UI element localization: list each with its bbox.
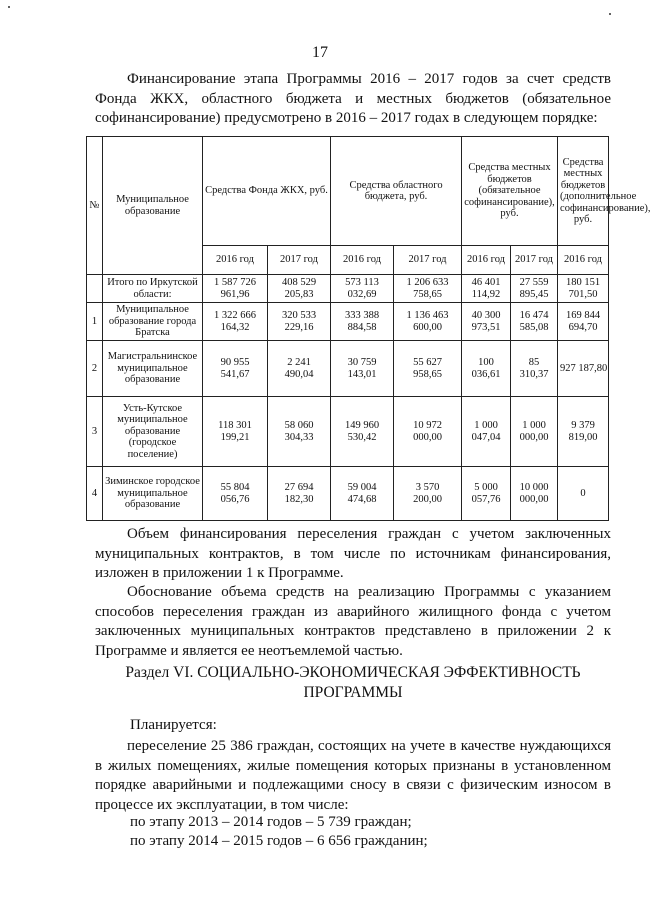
amount-part: 408 529 — [281, 277, 317, 288]
justification-paragraph: Обоснование объема средств на реализацию Программы с указанием способов переселения граждан из аварийного жилищного фонда с учетом заключенных муниципальных контрактов представлено в приложении 2 к Программе и является ее неотъемлемой частью. — [95, 584, 611, 659]
amount-part: 884,58 — [347, 321, 377, 333]
municipality-name: Усть-Кутское муниципальное образование (городское поселение) — [103, 397, 203, 467]
header-num: № — [87, 137, 103, 275]
amount-part: 149 960 — [344, 420, 380, 431]
amount-cell — [331, 397, 394, 467]
year-cell: 2017 год — [394, 246, 462, 275]
table-row — [87, 341, 609, 397]
table-row — [87, 397, 609, 467]
amount-part: 701,50 — [568, 288, 598, 300]
amount-part: 474,68 — [347, 493, 377, 505]
financing-table — [86, 136, 651, 521]
amount-cell — [394, 303, 462, 341]
section-heading: Раздел VI. СОЦИАЛЬНО-ЭКОНОМИЧЕСКАЯ ЭФФЕКТИВНОСТЬ — [125, 664, 581, 681]
amount-part: 85 — [528, 357, 540, 368]
amount-part: 056,76 — [220, 493, 250, 505]
amount-part: 10 972 — [413, 420, 442, 431]
header-local-additional: Средства местных бюджетов (дополнительное софинансирование), руб. — [558, 137, 609, 246]
year-cell: 2016 год — [203, 246, 268, 275]
amount-cell — [462, 467, 511, 521]
header-municipality: Муниципальное образование — [103, 137, 203, 275]
amount-part: 182,30 — [284, 493, 314, 505]
amount-part: 46 401 — [471, 277, 501, 288]
amount-part: 90 955 — [220, 357, 250, 368]
table-row — [87, 303, 609, 341]
amount-cell — [394, 397, 462, 467]
amount-part: 100 — [478, 357, 494, 368]
amount-cell — [511, 397, 558, 467]
amount-part: 927 187,80 — [560, 362, 608, 374]
amount-part: 55 627 — [413, 357, 442, 368]
amount-part: 758,65 — [413, 288, 442, 300]
amount-part: 490,04 — [284, 368, 314, 380]
amount-cell — [558, 397, 609, 467]
amount-part: 000,00 — [413, 431, 442, 443]
amount-cell — [462, 303, 511, 341]
amount-part: 30 759 — [347, 357, 377, 368]
amount-part: 961,96 — [220, 288, 250, 300]
header-fund: Средства Фонда ЖКХ, руб. — [203, 137, 331, 246]
amount-part: 819,00 — [568, 431, 598, 443]
amount-cell — [511, 303, 558, 341]
amount-part: 000,00 — [519, 493, 549, 505]
amount-part: 320 533 — [281, 310, 317, 321]
amount-part: 1 587 726 — [214, 277, 256, 288]
stage-item: по этапу 2013 – 2014 годов – 5 739 граждан; — [130, 814, 412, 830]
amount-cell — [462, 341, 511, 397]
year-cell: 2016 год — [331, 246, 394, 275]
amount-cell — [331, 303, 394, 341]
amount-part: 1 000 — [474, 420, 498, 431]
amount-part: 118 301 — [218, 420, 252, 431]
amount-cell — [558, 467, 609, 521]
amount-part: 036,61 — [471, 368, 501, 380]
amount-part: 600,00 — [413, 321, 442, 333]
amount-part: 164,32 — [220, 321, 250, 333]
amount-cell — [558, 275, 609, 303]
page-number: 17 — [312, 44, 328, 61]
amount-cell — [394, 467, 462, 521]
amount-part: 205,83 — [284, 288, 314, 300]
amount-cell — [394, 341, 462, 397]
amount-part: 057,76 — [471, 493, 501, 505]
amount-part: 3 570 — [415, 482, 440, 493]
amount-part: 10 000 — [519, 482, 549, 493]
amount-part: 973,51 — [471, 321, 501, 333]
row-number: 3 — [87, 397, 103, 467]
section-heading: ПРОГРАММЫ — [303, 684, 403, 701]
municipality-name: Муниципальное образование города Братска — [103, 303, 203, 341]
amount-part: 27 559 — [519, 277, 549, 288]
amount-cell — [331, 467, 394, 521]
amount-cell — [558, 341, 609, 397]
amount-cell — [462, 397, 511, 467]
amount-part: 9 379 — [571, 420, 595, 431]
row-number — [87, 275, 103, 303]
amount-cell — [511, 467, 558, 521]
year-cell: 2017 год — [511, 246, 558, 275]
amount-part: 573 113 — [345, 277, 379, 288]
amount-part: 199,21 — [220, 431, 250, 443]
amount-cell — [268, 467, 331, 521]
scan-speck — [8, 6, 10, 8]
header-local-mandatory: Средства местных бюджетов (обязательное софинансирование), руб. — [462, 137, 558, 246]
municipality-name: Магистральнинское муниципальное образование — [103, 341, 203, 397]
amount-part: 1 206 633 — [406, 277, 449, 288]
year-cell: 2016 год — [558, 246, 609, 275]
amount-part: 2 241 — [287, 357, 311, 368]
municipality-name: Итого по Иркутской области: — [103, 275, 203, 303]
amount-part: 694,70 — [568, 321, 598, 333]
resettlement-paragraph: переселение 25 386 граждан, состоящих на учете в качестве нуждающихся в жилых помещениях, жилые помещения которых признаны в установленном порядке аварийными и подлежащими сносу в связи с физическим износом в процессе их эксплуатации, в том числе: — [95, 738, 611, 813]
amount-part: 333 388 — [344, 310, 380, 321]
intro-paragraph: Финансирование этапа Программы 2016 – 2017 годов за счет средств Фонда ЖКХ, областного бюджета и местных бюджетов (обязательное софинансирование) предусмотрено в 2016 – 2017 годах в следующем порядке: — [95, 71, 611, 126]
header-regional: Средства областного бюджета, руб. — [331, 137, 462, 246]
row-number: 1 — [87, 303, 103, 341]
scan-speck — [609, 13, 611, 15]
volume-paragraph: Объем финансирования переселения граждан с учетом заключенных муниципальных контрактов, в том числе по источникам финансирования, изложен в приложении 1 к Программе. — [95, 526, 611, 581]
amount-cell — [268, 303, 331, 341]
amount-part: 169 844 — [565, 310, 601, 321]
amount-cell — [394, 275, 462, 303]
amount-part: 1 000 — [522, 420, 546, 431]
amount-cell — [203, 467, 268, 521]
row-number: 4 — [87, 467, 103, 521]
year-cell: 2016 год — [462, 246, 511, 275]
amount-cell — [203, 303, 268, 341]
amount-part: 895,45 — [519, 288, 549, 300]
amount-part: 229,16 — [284, 321, 314, 333]
amount-cell — [511, 275, 558, 303]
planned-label: Планируется: — [130, 717, 217, 733]
amount-cell — [268, 397, 331, 467]
amount-cell — [331, 275, 394, 303]
amount-part: 585,08 — [519, 321, 549, 333]
amount-part: 032,69 — [347, 288, 377, 300]
row-number: 2 — [87, 341, 103, 397]
table-row — [87, 467, 609, 521]
amount-part: 304,33 — [284, 431, 314, 443]
amount-cell — [511, 341, 558, 397]
amount-cell — [203, 397, 268, 467]
amount-part: 530,42 — [347, 431, 377, 443]
amount-part: 047,04 — [471, 431, 501, 443]
amount-part: 59 004 — [347, 482, 377, 493]
amount-cell — [203, 341, 268, 397]
amount-part: 310,37 — [519, 368, 549, 380]
amount-part: 58 060 — [284, 420, 314, 431]
amount-cell — [331, 341, 394, 397]
amount-part: 0 — [580, 487, 586, 499]
amount-part: 200,00 — [413, 493, 442, 505]
amount-part: 541,67 — [220, 368, 250, 380]
year-cell: 2017 год — [268, 246, 331, 275]
amount-part: 1 136 463 — [406, 310, 449, 321]
amount-cell — [268, 275, 331, 303]
stage-item: по этапу 2014 – 2015 годов – 6 656 гражданин; — [130, 833, 428, 849]
amount-cell — [268, 341, 331, 397]
amount-part: 1 322 666 — [214, 310, 256, 321]
municipality-name: Зиминское городское муниципальное образование — [103, 467, 203, 521]
amount-cell — [462, 275, 511, 303]
amount-part: 000,00 — [519, 431, 549, 443]
amount-part: 55 804 — [220, 482, 250, 493]
amount-part: 114,92 — [471, 288, 501, 300]
amount-cell — [203, 275, 268, 303]
amount-part: 180 151 — [565, 277, 601, 288]
amount-part: 27 694 — [284, 482, 314, 493]
amount-part: 5 000 — [474, 482, 498, 493]
table-row — [87, 275, 609, 303]
amount-part: 40 300 — [471, 310, 501, 321]
amount-part: 16 474 — [519, 310, 549, 321]
amount-part: 958,65 — [413, 368, 442, 380]
amount-cell — [558, 303, 609, 341]
amount-part: 143,01 — [347, 368, 377, 380]
